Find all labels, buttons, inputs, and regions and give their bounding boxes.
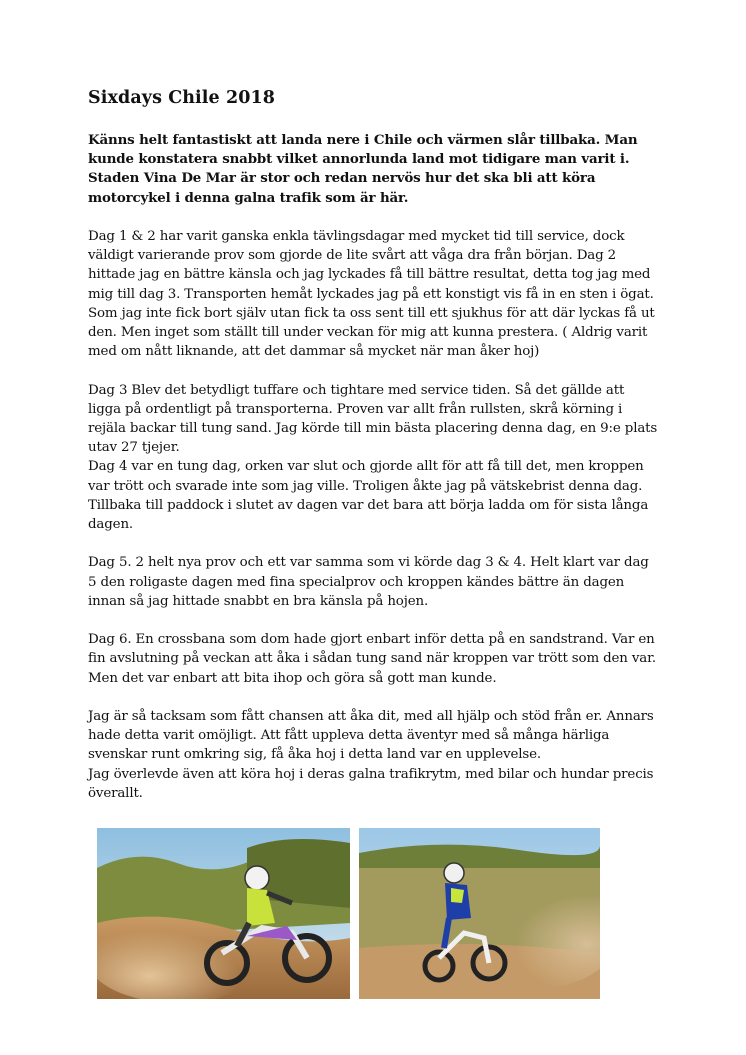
paragraph-day-3: Dag 3 Blev det betydligt tuffare och tightare med service tiden. Så det gällde att ligga på ordentligt på transporterna. Proven var allt från rullsten, skrå körning i rejäla backar till tung sand. Jag körde till min bästa placering denna dag, en 9:e plats utav 27 tjejer. xyxy=(88,382,658,456)
intro-paragraph: Känns helt fantastiskt att landa nere i Chile och värmen slår tillbaka. Man kunde konstatera snabbt vilket annorlunda land mot tidigare man varit i. Staden Vina De Mar är stor och redan nervös hur det ska bli att köra motorcykel i denna galna trafik som är här. xyxy=(88,132,638,206)
paragraph-day-4: Dag 4 var en tung dag, orken var slut och gjorde allt för att få till det, men kroppen var trött och svarade inte som jag ville. Troligen åkte jag på vätskebrist denna dag. Tillbaka till paddock i slutet av dagen var det bara att börja ladda om för sista långa dagen. xyxy=(88,459,649,533)
paragraph-day-5: Dag 5. 2 helt nya prov och ett var samma som vi körde dag 3 & 4. Helt klart var dag 5 den roligaste dagen med fina specialprov och kroppen kändes bättre än dagen innan så jag hittade snabbt en bra känsla på hojen. xyxy=(88,555,649,609)
paragraph-thanks: Jag är så tacksam som fått chansen att åka dit, med all hjälp och stöd från er. Annars hade detta varit omöjligt. Att fått uppleva detta äventyr med så många härliga svenskar runt omkring sig, få åka hoj i detta land var en upplevelse. xyxy=(88,709,654,763)
motocross-photo-2 xyxy=(359,828,600,999)
motocross-photo-1 xyxy=(97,828,350,999)
document-body xyxy=(88,88,658,803)
paragraph-day-1-2: Dag 1 & 2 har varit ganska enkla tävlingsdagar med mycket tid till service, dock väldigt varierande prov som gjorde de lite svårt att våga dra från början. Dag 2 hittade jag en bättre känsla och jag lyckades få till bättre resultat, detta tog jag med mig till dag 3. Transporten hemåt lyckades jag på ett konstigt vis få in en sten i ögat. Som jag inte fick bort själv utan fick ta oss sent till ett sjukhus för att där lyckas få ut den. Men inget som ställt till under veckan för mig att kunna prestera. ( Aldrig varit med om nått liknande, att det dammar så mycket när man åker hoj) xyxy=(88,229,655,360)
paragraph-day-6: Dag 6. En crossbana som dom hade gjort enbart inför detta på en sandstrand. Var en fin avslutning på veckan att åka i sådan tung sand när kroppen var trött som den var. Men det var enbart att bita ihop och göra så gott man kunde. xyxy=(88,632,657,686)
paragraph-traffic: Jag överlevde även att köra hoj i deras galna trafikrytm, med bilar och hundar precis överallt. xyxy=(88,766,654,801)
document-title: Sixdays Chile 2018 xyxy=(88,88,276,108)
